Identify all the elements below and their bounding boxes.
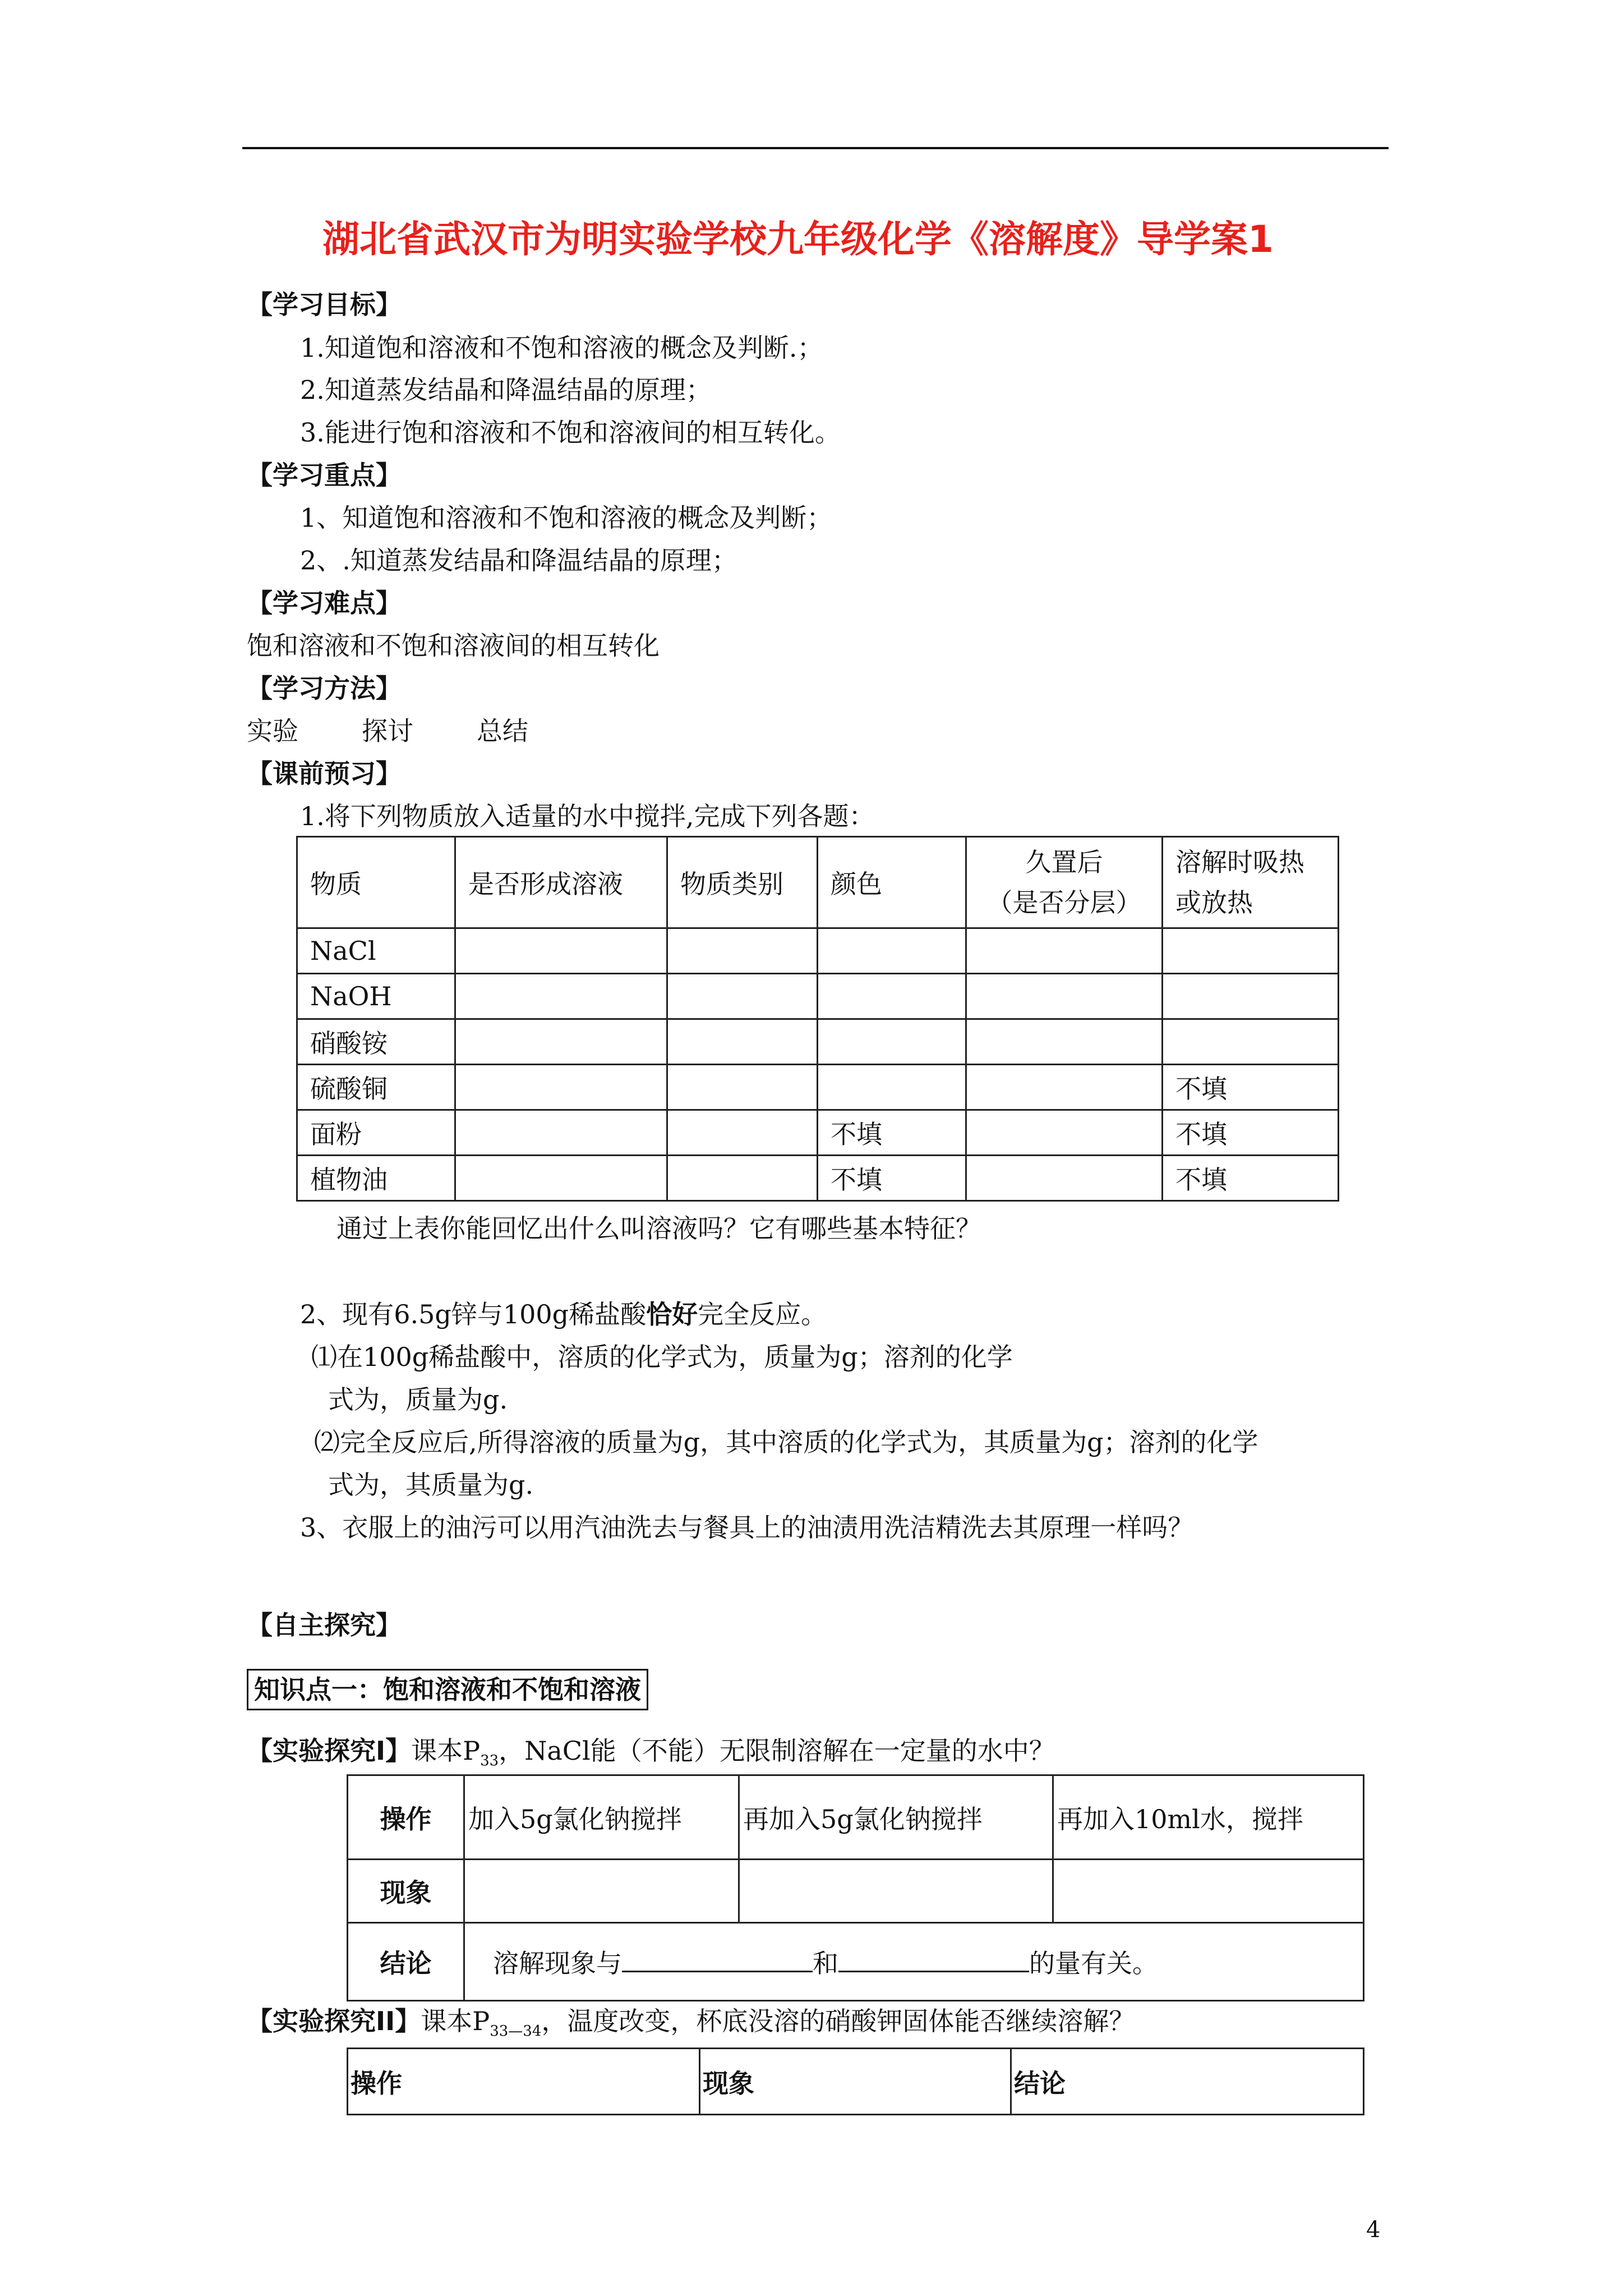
table-cell[interactable] (818, 1019, 966, 1065)
header-cell (966, 837, 1163, 928)
row-label: 操作 (348, 1775, 464, 1860)
table-cell[interactable] (464, 1860, 739, 1923)
header-line: 或放热 (1175, 887, 1253, 918)
focus-item: 1、知道饱和溶液和不饱和溶液的概念及判断； (300, 503, 833, 533)
question-2-emphasis: 恰好 (646, 1299, 698, 1329)
goal-item: 3.能进行饱和溶液和不饱和溶液间的相互转化。 (300, 417, 841, 448)
question-1-follow: 通过上表你能回忆出什么叫溶液吗？它有哪些基本特征？ (336, 1213, 981, 1244)
table-header-row (348, 2049, 1364, 2115)
experiment-1-label: 【实验探究I】 (247, 1736, 412, 1766)
table-cell[interactable] (455, 974, 667, 1019)
header-cell: 现象 (700, 2049, 1011, 2115)
table-cell[interactable] (667, 1110, 818, 1156)
table-row (297, 1156, 1339, 1201)
question-2-part-2-cont: 式为，其质量为g. (328, 1470, 534, 1500)
top-rule (242, 147, 1389, 149)
question-2-part-2: ⑵完全反应后,所得溶液的质量为g，其中溶质的化学式为，其质量为g；溶剂的化学 (314, 1427, 1258, 1457)
page-title: 湖北省武汉市为明实验学校九年级化学《溶解度》导学案1 (322, 218, 1274, 261)
table-header-row (297, 837, 1339, 928)
header-line: 久置后 (1025, 847, 1103, 877)
table-cell: 再加入10ml水，搅拌 (1053, 1775, 1364, 1860)
conclusion-text: 和 (813, 1948, 838, 1978)
focus-item: 2、.知道蒸发结晶和降温结晶的原理； (300, 545, 737, 576)
table-cell: 不填 (1163, 1065, 1339, 1110)
table-row (297, 928, 1339, 974)
difficulty-heading: 【学习难点】 (247, 588, 402, 618)
table-cell[interactable] (818, 928, 966, 974)
question-1: 1.将下列物质放入适量的水中搅拌,完成下列各题： (300, 801, 875, 831)
header-cell: 颜色 (818, 837, 966, 928)
method-item: 实验 (247, 716, 298, 746)
table-cell: 再加入5g氯化钠搅拌 (739, 1775, 1053, 1860)
row-label: 结论 (348, 1923, 464, 2001)
table-cell: NaCl (297, 928, 455, 974)
header-cell: 物质类别 (667, 837, 818, 928)
difficulty-text: 饱和溶液和不饱和溶液间的相互转化 (247, 631, 660, 661)
table-cell[interactable] (966, 974, 1163, 1019)
experiment-2-page: 33—34 (490, 2023, 542, 2040)
table-cell[interactable] (455, 1156, 667, 1201)
table-cell: 不填 (818, 1110, 966, 1156)
table-cell[interactable] (455, 1019, 667, 1065)
experiment-1-page: 33 (480, 1752, 499, 1770)
goals-heading: 【学习目标】 (247, 289, 402, 320)
table-cell: 不填 (818, 1156, 966, 1201)
header-line: 溶解时吸热 (1175, 847, 1304, 877)
table-cell[interactable] (667, 974, 818, 1019)
question-2-text (300, 1299, 827, 1329)
question-2-text-part: 2、现有6.5g锌与100g稀盐酸 (300, 1299, 647, 1329)
table-row (348, 1775, 1364, 1860)
table-cell: NaOH (297, 974, 455, 1019)
table-cell[interactable] (818, 1065, 966, 1110)
question-2 (300, 1297, 827, 1331)
table-cell[interactable] (966, 1065, 1163, 1110)
table-cell: 不填 (1163, 1110, 1339, 1156)
experiment-2-text: 课本P (421, 2006, 490, 2036)
table-row (297, 1019, 1339, 1065)
experiment-1-table (347, 1774, 1364, 2001)
table-cell[interactable] (966, 1156, 1163, 1201)
table-cell[interactable] (667, 1019, 818, 1065)
table-row (297, 1110, 1339, 1156)
blank-line[interactable] (838, 1946, 1029, 1972)
experiment-1-prompt (247, 1734, 1055, 1778)
knowledge-point-title: 知识点一：饱和溶液和不饱和溶液 (247, 1669, 648, 1710)
table-cell[interactable] (966, 928, 1163, 974)
table-cell[interactable] (966, 1110, 1163, 1156)
table-row (348, 1860, 1364, 1923)
table-cell[interactable] (455, 1065, 667, 1110)
table-cell: 面粉 (297, 1110, 455, 1156)
table-cell: 加入5g氯化钠搅拌 (464, 1775, 739, 1860)
table-cell[interactable] (1163, 928, 1339, 974)
focus-heading: 【学习重点】 (247, 460, 402, 490)
table-cell[interactable] (966, 1019, 1163, 1065)
conclusion-text: 溶解现象与 (493, 1948, 622, 1978)
table-cell[interactable] (739, 1860, 1053, 1923)
table-cell: 不填 (1163, 1156, 1339, 1201)
goal-item: 1.知道饱和溶液和不饱和溶液的概念及判断.； (300, 333, 823, 363)
method-heading: 【学习方法】 (247, 673, 402, 703)
table-cell[interactable] (455, 928, 667, 974)
question-2-part-1: ⑴在100g稀盐酸中，溶质的化学式为，质量为g；溶剂的化学 (311, 1342, 1013, 1372)
question-3: 3、衣服上的油污可以用汽油洗去与餐具上的油渍用洗洁精洗去其原理一样吗？ (300, 1512, 1194, 1543)
header-cell: 物质 (297, 837, 455, 928)
header-cell: 操作 (348, 2049, 700, 2115)
table-cell[interactable] (455, 1110, 667, 1156)
method-item: 总结 (477, 716, 528, 746)
table-cell[interactable] (1163, 1019, 1339, 1065)
experiment-1-text-b: ，NaCl能（不能）无限制溶解在一定量的水中？ (499, 1736, 1055, 1766)
page-number: 4 (1366, 2217, 1381, 2243)
table-row (297, 1065, 1339, 1110)
question-2-text-part: 完全反应。 (698, 1299, 827, 1329)
table-row (348, 1923, 1364, 2001)
experiment-2-prompt (247, 2004, 1135, 2048)
conclusion-cell (464, 1923, 1364, 2001)
table-cell: 硝酸铵 (297, 1019, 455, 1065)
header-cell: 是否形成溶液 (455, 837, 667, 928)
experiment-2-label: 【实验探究II】 (247, 2006, 421, 2036)
table-cell[interactable] (667, 928, 818, 974)
question-2-part-1-cont: 式为，质量为g. (328, 1384, 508, 1415)
experiment-1-text: 课本P (411, 1736, 481, 1766)
experiment-2-text-b: ，温度改变，杯底没溶的硝酸钾固体能否继续溶解？ (541, 2006, 1135, 2036)
row-label: 现象 (348, 1860, 464, 1923)
table-cell[interactable] (1163, 974, 1339, 1019)
header-cell (1163, 837, 1339, 928)
preview-heading: 【课前预习】 (247, 758, 402, 789)
goal-item: 2.知道蒸发结晶和降温结晶的原理； (300, 375, 712, 405)
table-row (297, 974, 1339, 1019)
conclusion-text: 的量有关。 (1029, 1948, 1158, 1978)
header-line: （是否分层） (986, 887, 1142, 918)
table-cell[interactable] (1053, 1860, 1364, 1923)
blank-line[interactable] (622, 1946, 813, 1972)
table-cell[interactable] (667, 1156, 818, 1201)
table-cell[interactable] (667, 1065, 818, 1110)
method-item: 探讨 (362, 716, 413, 746)
table-cell[interactable] (818, 974, 966, 1019)
explore-heading: 【自主探究】 (247, 1610, 402, 1640)
table-cell: 硫酸铜 (297, 1065, 455, 1110)
experiment-2-table (347, 2047, 1364, 2115)
table-cell: 植物油 (297, 1156, 455, 1201)
substance-table (296, 836, 1339, 1202)
header-cell: 结论 (1011, 2049, 1364, 2115)
